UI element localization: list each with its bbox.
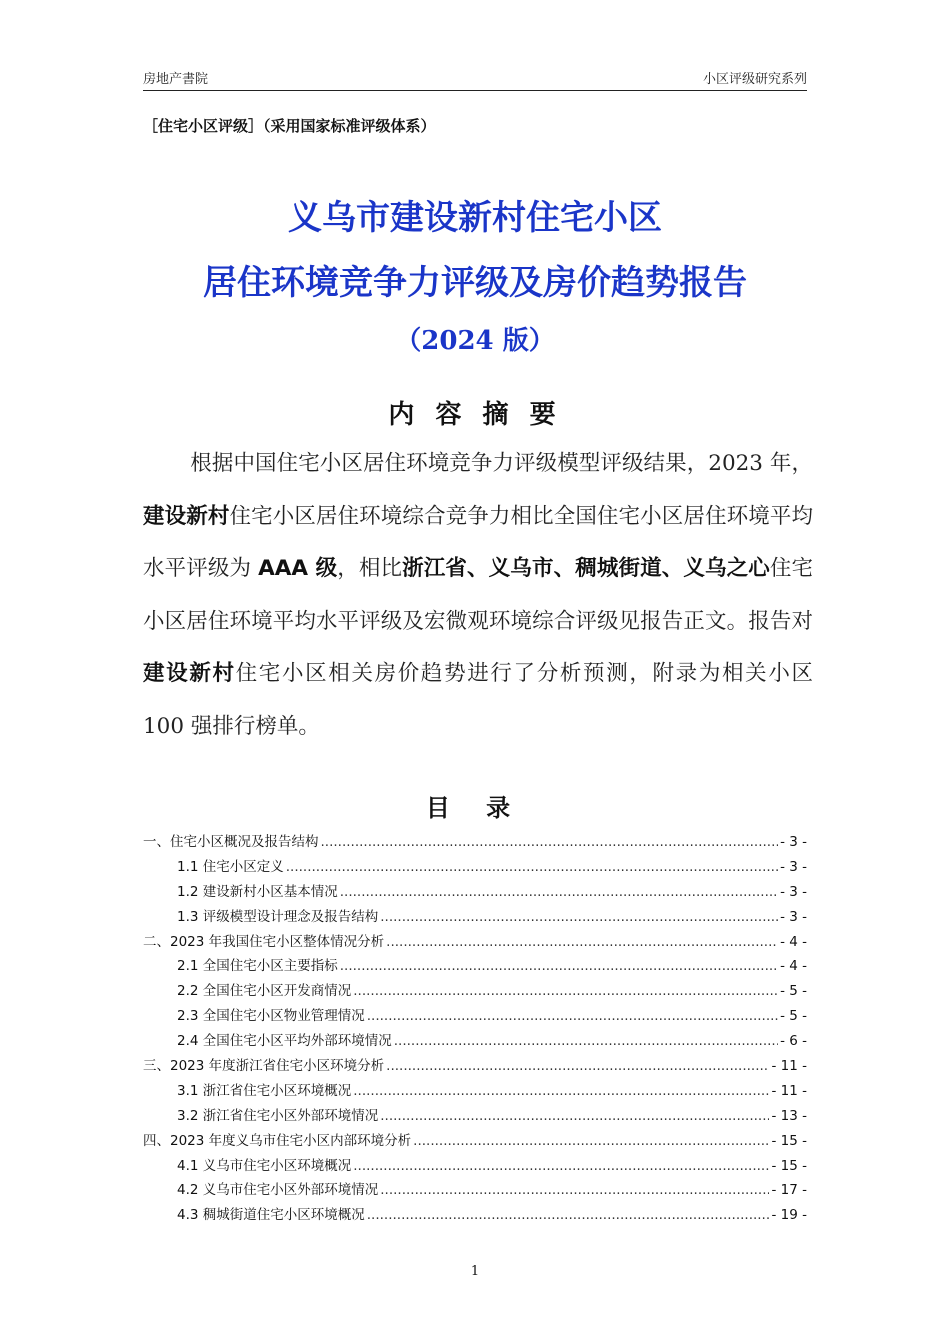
toc-entry-page: - 6 - xyxy=(780,1033,807,1050)
abstract-text-2: 住宅小区居住环境综合竞争力相比全国住宅小区居住环境平均水平评级为 xyxy=(143,503,813,581)
abstract-bold-1: 建设新村 xyxy=(143,503,230,529)
abstract-text-3: ，相比 xyxy=(337,556,403,581)
toc-entry-page: - 4 - xyxy=(780,958,807,975)
toc-entry-page: - 3 - xyxy=(780,908,807,925)
toc-entry[interactable] xyxy=(143,979,807,1004)
toc-entry[interactable] xyxy=(143,1178,807,1203)
toc-entry-page: - 4 - xyxy=(780,933,807,950)
toc-entry-label: 4.1 义乌市住宅小区环境概况 xyxy=(177,1157,352,1174)
toc-entry-page: - 3 - xyxy=(780,834,807,850)
toc-entry-page: - 15 - xyxy=(771,1132,807,1149)
toc-entry-label: 二、2023 年我国住宅小区整体情况分析 xyxy=(143,933,385,950)
toc-entry-label: 3.1 浙江省住宅小区环境概况 xyxy=(177,1082,352,1099)
toc-entry-label: 4.2 义乌市住宅小区外部环境情况 xyxy=(177,1182,379,1199)
toc-entry[interactable] xyxy=(143,830,807,855)
toc-entry-label: 四、2023 年度义乌市住宅小区内部环境分析 xyxy=(143,1132,412,1149)
toc-entry-page: - 17 - xyxy=(771,1182,807,1199)
report-edition: （2024 版） xyxy=(395,326,555,356)
toc-entry-label: 4.3 稠城街道住宅小区环境概况 xyxy=(177,1207,365,1224)
toc-entry-page: - 13 - xyxy=(771,1107,807,1124)
abstract-rating: AAA 级 xyxy=(258,556,338,581)
report-title-line2: 居住环境竞争力评级及房价趋势报告 xyxy=(203,263,747,303)
abstract-regions: 浙江省、义乌市、稠城街道、义乌之心 xyxy=(402,556,770,581)
toc-leader-dots xyxy=(353,979,778,1004)
header-series: 小区评级研究系列 xyxy=(702,72,807,87)
toc-leader-dots xyxy=(413,1129,769,1154)
toc-entry[interactable] xyxy=(143,1203,807,1228)
report-category-tag: ［住宅小区评级］（采用国家标准评级体系） xyxy=(143,117,436,135)
header-publisher: 房地产書院 xyxy=(143,72,209,87)
abstract-text-1: 根据中国住宅小区居住环境竞争力评级模型评级结果，2023 年， xyxy=(190,451,813,476)
toc-entry[interactable] xyxy=(143,954,807,979)
toc-heading: 目 录 xyxy=(425,794,525,822)
toc-entry-label: 1.1 住宅小区定义 xyxy=(177,858,284,875)
report-title-line1: 义乌市建设新村住宅小区 xyxy=(288,198,662,238)
toc-entry[interactable] xyxy=(143,1129,807,1154)
toc-entry-label: 3.2 浙江省住宅小区外部环境情况 xyxy=(177,1107,379,1124)
toc-leader-dots xyxy=(353,1079,769,1104)
toc-entry-label: 1.3 评级模型设计理念及报告结构 xyxy=(177,908,379,925)
toc-entry-page: - 19 - xyxy=(771,1207,807,1224)
toc-entry-page: - 15 - xyxy=(771,1157,807,1174)
toc-entry-label: 1.2 建设新村小区基本情况 xyxy=(177,883,338,900)
toc-leader-dots xyxy=(286,855,778,880)
toc-entry-page: - 5 - xyxy=(780,983,807,1000)
toc-entry-label: 一、住宅小区概况及报告结构 xyxy=(143,834,319,850)
toc-leader-dots xyxy=(353,1154,769,1179)
toc-entry-label: 三、2023 年度浙江省住宅小区环境分析 xyxy=(143,1058,385,1075)
toc-entry-page: - 5 - xyxy=(780,1008,807,1025)
toc-entry-page: - 11 - xyxy=(771,1058,807,1075)
page-number: 1 xyxy=(470,1264,480,1279)
toc-leader-dots xyxy=(380,1104,769,1129)
table-of-contents xyxy=(143,830,807,1228)
toc-leader-dots xyxy=(380,905,778,930)
toc-entry-label: 2.3 全国住宅小区物业管理情况 xyxy=(177,1008,365,1025)
toc-entry-page: - 11 - xyxy=(771,1082,807,1099)
abstract-bold-4: 建设新村 xyxy=(143,661,236,686)
toc-entry-page: - 3 - xyxy=(780,883,807,900)
toc-entry[interactable] xyxy=(143,880,807,905)
abstract-heading: 内 容 摘 要 xyxy=(388,400,562,430)
toc-leader-dots xyxy=(386,930,778,955)
toc-entry-page: - 3 - xyxy=(780,858,807,875)
toc-leader-dots xyxy=(380,1178,769,1203)
toc-entry[interactable] xyxy=(143,1079,807,1104)
toc-entry[interactable] xyxy=(143,1004,807,1029)
abstract-paragraph xyxy=(143,438,813,753)
toc-entry[interactable] xyxy=(143,1029,807,1054)
toc-leader-dots xyxy=(367,1203,770,1228)
toc-leader-dots xyxy=(340,880,778,905)
toc-leader-dots xyxy=(340,954,778,979)
toc-entry[interactable] xyxy=(143,1054,807,1079)
toc-leader-dots xyxy=(386,1054,769,1079)
toc-leader-dots xyxy=(367,1004,778,1029)
toc-entry-label: 2.1 全国住宅小区主要指标 xyxy=(177,958,338,975)
toc-leader-dots xyxy=(321,830,779,855)
toc-entry[interactable] xyxy=(143,1104,807,1129)
toc-entry-label: 2.4 全国住宅小区平均外部环境情况 xyxy=(177,1033,392,1050)
toc-entry[interactable] xyxy=(143,930,807,955)
toc-entry[interactable] xyxy=(143,855,807,880)
toc-entry-label: 2.2 全国住宅小区开发商情况 xyxy=(177,983,352,1000)
page-header xyxy=(143,66,807,91)
toc-entry[interactable] xyxy=(143,1154,807,1179)
abstract-text-4: 住宅小区居住环境平均水平评级及宏微观环境综合评级见报告正文。报告对 xyxy=(143,556,813,634)
toc-entry[interactable] xyxy=(143,905,807,930)
toc-leader-dots xyxy=(394,1029,778,1054)
abstract-text-5: 住宅小区相关房价趋势进行了分析预测，附录为相关小区 100 强排行榜单。 xyxy=(143,661,813,739)
